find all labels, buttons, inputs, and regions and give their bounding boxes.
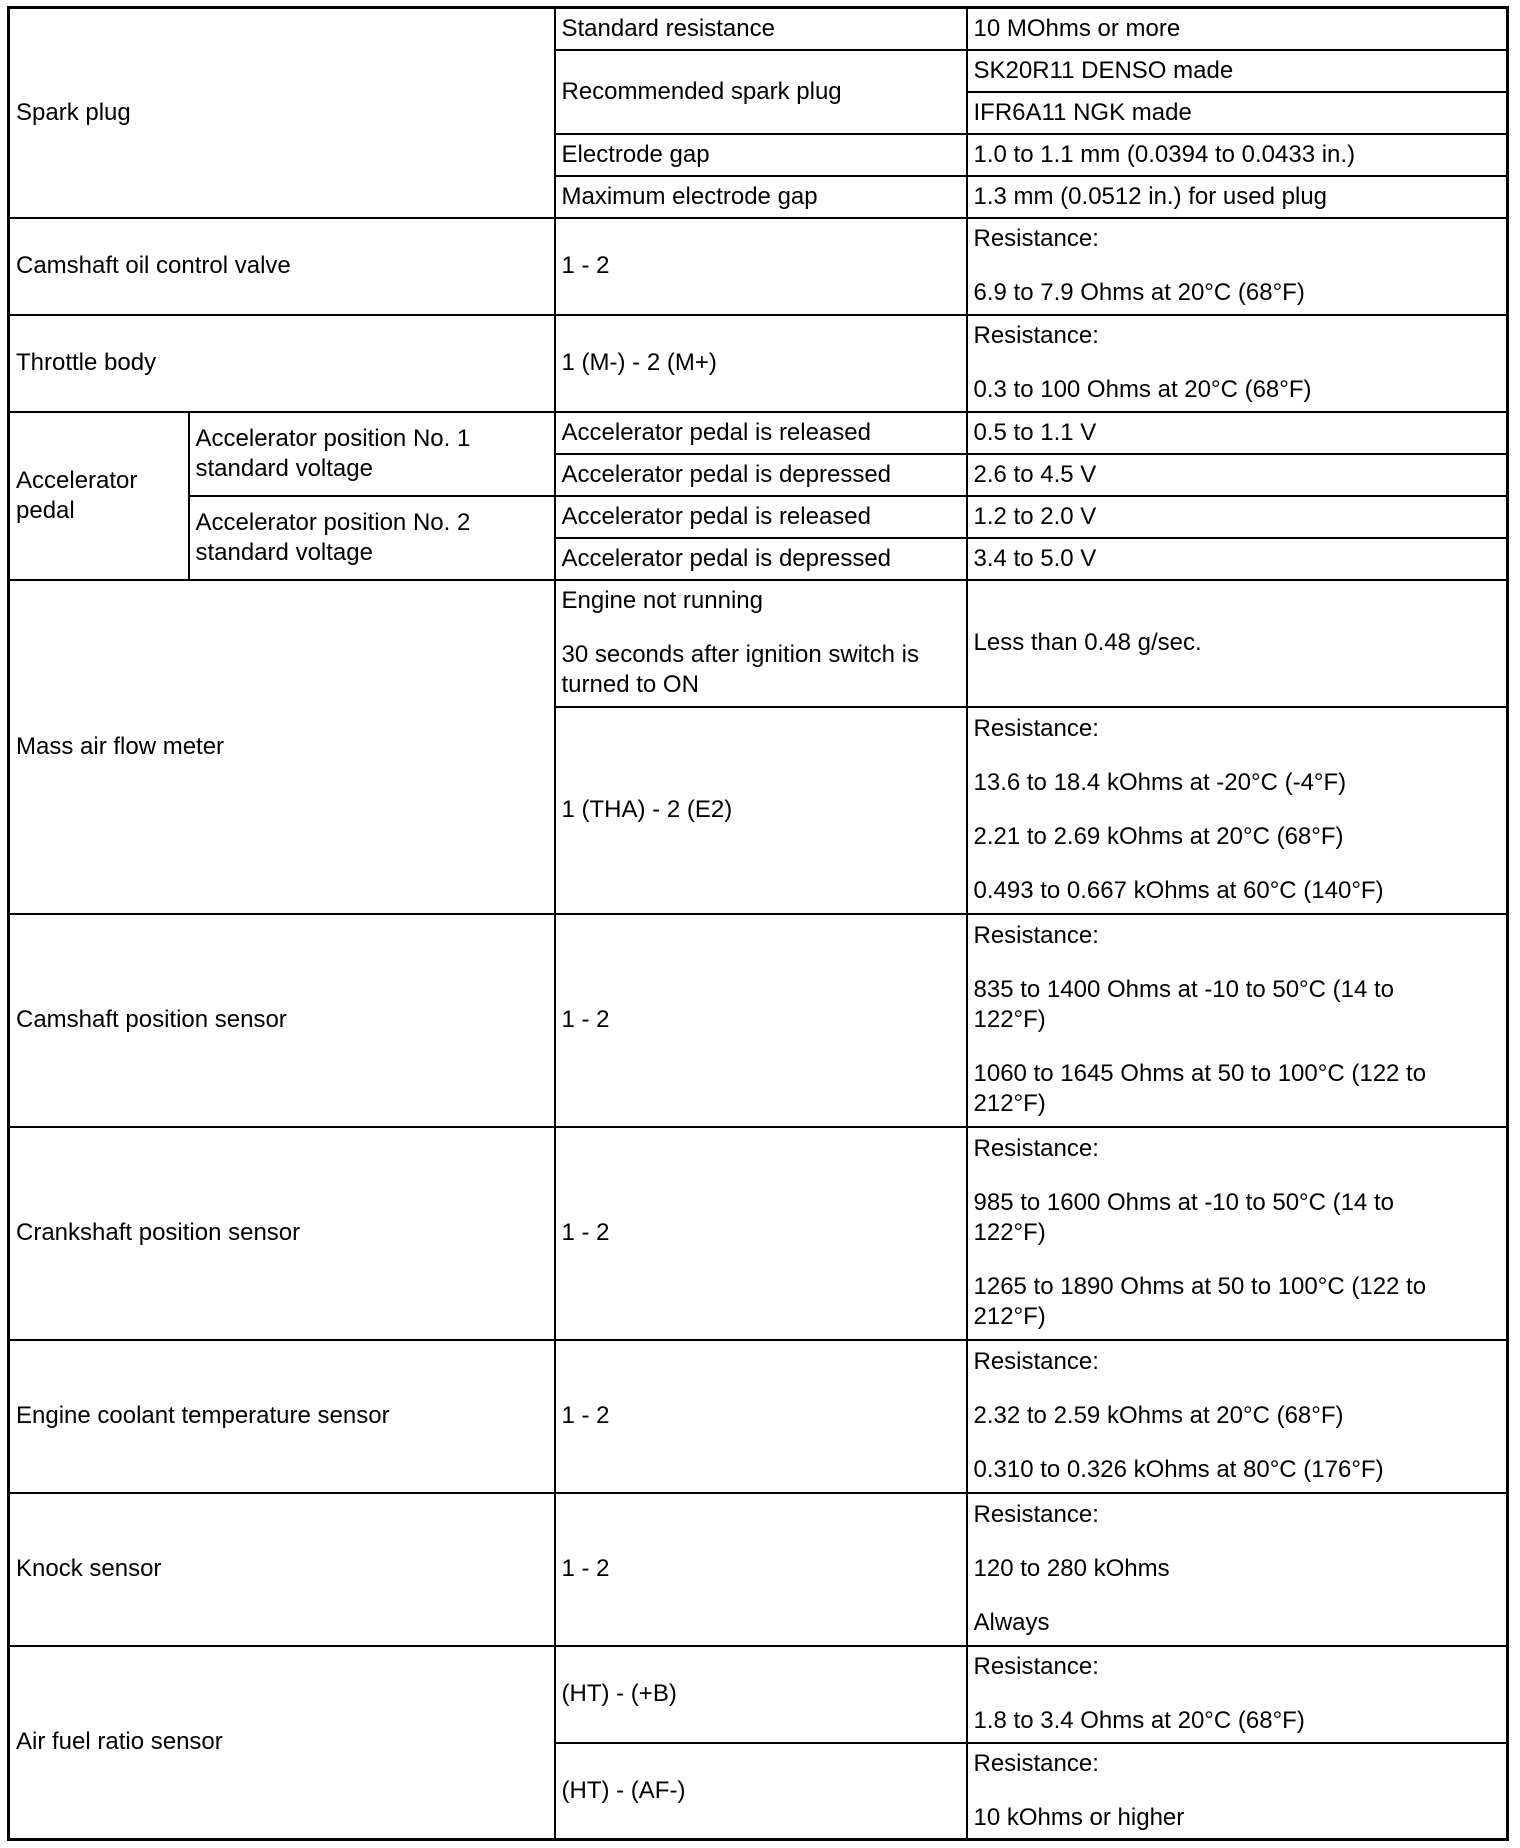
label-line: Accelerator — [16, 466, 138, 494]
spec-value — [967, 707, 1508, 914]
spec-value: 1.3 mm (0.0512 in.) for used plug — [967, 176, 1508, 218]
condition-label: Accelerator pedal is depressed — [555, 538, 967, 580]
terminal-label: 1 (THA) - 2 (E2) — [555, 707, 967, 914]
value-line: Always — [973, 1609, 1050, 1636]
terminal-label: 1 (M-) - 2 (M+) — [555, 315, 967, 412]
item-label: Standard resistance — [555, 8, 967, 50]
terminal-label: 1 - 2 — [555, 1340, 967, 1493]
item-label: Maximum electrode gap — [555, 176, 967, 218]
component-label: Crankshaft position sensor — [9, 1127, 555, 1340]
value-line: 122°F) — [973, 1219, 1046, 1246]
label-line: Accelerator position No. 2 — [195, 508, 471, 536]
value-line: 10 kOhms or higher — [973, 1803, 1185, 1831]
value-line: Resistance: — [973, 922, 1099, 949]
sub-label — [189, 496, 555, 580]
condition-label: Accelerator pedal is released — [555, 412, 967, 454]
condition-label — [555, 580, 967, 707]
value-line: 6.9 to 7.9 Ohms at 20°C (68°F) — [973, 279, 1305, 306]
value-line: 1.8 to 3.4 Ohms at 20°C (68°F) — [973, 1707, 1305, 1734]
spec-value — [967, 1646, 1508, 1743]
table-row — [9, 496, 1508, 538]
value-line: Resistance: — [973, 715, 1099, 742]
component-label — [9, 412, 189, 580]
component-label: Engine coolant temperature sensor — [9, 1340, 555, 1493]
value-line: Resistance: — [973, 1501, 1099, 1528]
component-label: Camshaft position sensor — [9, 914, 555, 1127]
value-line: 835 to 1400 Ohms at -10 to 50°C (14 to — [973, 976, 1395, 1003]
sub-label — [189, 412, 555, 496]
value-line: 1265 to 1890 Ohms at 50 to 100°C (122 to — [973, 1273, 1427, 1300]
spec-value: 10 MOhms or more — [967, 8, 1508, 50]
value-line: 120 to 280 kOhms — [973, 1555, 1170, 1582]
spec-value: SK20R11 DENSO made — [967, 50, 1508, 92]
component-label: Air fuel ratio sensor — [9, 1646, 555, 1840]
value-line: Resistance: — [973, 322, 1099, 349]
spec-value — [967, 1127, 1508, 1340]
component-label: Knock sensor — [9, 1493, 555, 1646]
value-line: Resistance: — [973, 1135, 1099, 1162]
value-line: 0.310 to 0.326 kOhms at 80°C (176°F) — [973, 1456, 1384, 1483]
spec-value — [967, 315, 1508, 412]
component-label: Throttle body — [9, 315, 555, 412]
condition-line: Engine not running — [561, 587, 763, 614]
condition-label: Accelerator pedal is depressed — [555, 454, 967, 496]
spec-value: IFR6A11 NGK made — [967, 92, 1508, 134]
table-row — [9, 412, 1508, 454]
spec-value: 2.6 to 4.5 V — [967, 454, 1508, 496]
item-label: Electrode gap — [555, 134, 967, 176]
value-line: 2.32 to 2.59 kOhms at 20°C (68°F) — [973, 1402, 1344, 1429]
spec-value — [967, 1493, 1508, 1646]
spec-value: 1.0 to 1.1 mm (0.0394 to 0.0433 in.) — [967, 134, 1508, 176]
table-row — [9, 1646, 1508, 1743]
spec-value: 0.5 to 1.1 V — [967, 412, 1508, 454]
value-line: Resistance: — [973, 1749, 1099, 1777]
spec-value — [967, 1340, 1508, 1493]
table-row — [9, 1493, 1508, 1646]
value-line: 122°F) — [973, 1006, 1046, 1033]
component-label: Spark plug — [9, 8, 555, 218]
terminal-label: 1 - 2 — [555, 914, 967, 1127]
value-line: Resistance: — [973, 225, 1099, 252]
value-line: 1060 to 1645 Ohms at 50 to 100°C (122 to — [973, 1060, 1427, 1087]
spec-value: 3.4 to 5.0 V — [967, 538, 1508, 580]
label-line: Accelerator position No. 1 — [195, 424, 471, 452]
table-row — [9, 580, 1508, 707]
value-line: Resistance: — [973, 1653, 1099, 1680]
component-label: Mass air flow meter — [9, 580, 555, 914]
value-line: 13.6 to 18.4 kOhms at -20°C (-4°F) — [973, 769, 1347, 796]
value-line: 2.21 to 2.69 kOhms at 20°C (68°F) — [973, 823, 1344, 850]
value-line: 985 to 1600 Ohms at -10 to 50°C (14 to — [973, 1189, 1395, 1216]
table-row — [9, 218, 1508, 315]
terminal-label: 1 - 2 — [555, 1493, 967, 1646]
value-line: 212°F) — [973, 1090, 1046, 1117]
specification-table — [7, 6, 1509, 1841]
label-line: standard voltage — [195, 538, 373, 566]
item-label: Recommended spark plug — [555, 50, 967, 134]
table-row — [9, 1127, 1508, 1340]
value-line: 0.493 to 0.667 kOhms at 60°C (140°F) — [973, 877, 1384, 904]
table-row — [9, 8, 1508, 50]
table-row — [9, 1340, 1508, 1493]
table-row — [9, 315, 1508, 412]
value-line: Resistance: — [973, 1348, 1099, 1375]
label-line: standard voltage — [195, 454, 373, 482]
value-line: 0.3 to 100 Ohms at 20°C (68°F) — [973, 376, 1312, 403]
component-label: Camshaft oil control valve — [9, 218, 555, 315]
condition-line: turned to ON — [561, 671, 699, 698]
spec-value — [967, 218, 1508, 315]
spec-value: Less than 0.48 g/sec. — [967, 580, 1508, 707]
value-line: 212°F) — [973, 1303, 1046, 1330]
table-row — [9, 914, 1508, 1127]
terminal-label: 1 - 2 — [555, 218, 967, 315]
terminal-label: (HT) - (+B) — [555, 1646, 967, 1743]
label-line: pedal — [16, 496, 75, 524]
terminal-label: (HT) - (AF-) — [555, 1743, 967, 1840]
spec-value — [967, 1743, 1508, 1840]
spec-value — [967, 914, 1508, 1127]
spec-value: 1.2 to 2.0 V — [967, 496, 1508, 538]
condition-line: 30 seconds after ignition switch is — [561, 641, 920, 668]
terminal-label: 1 - 2 — [555, 1127, 967, 1340]
condition-label: Accelerator pedal is released — [555, 496, 967, 538]
